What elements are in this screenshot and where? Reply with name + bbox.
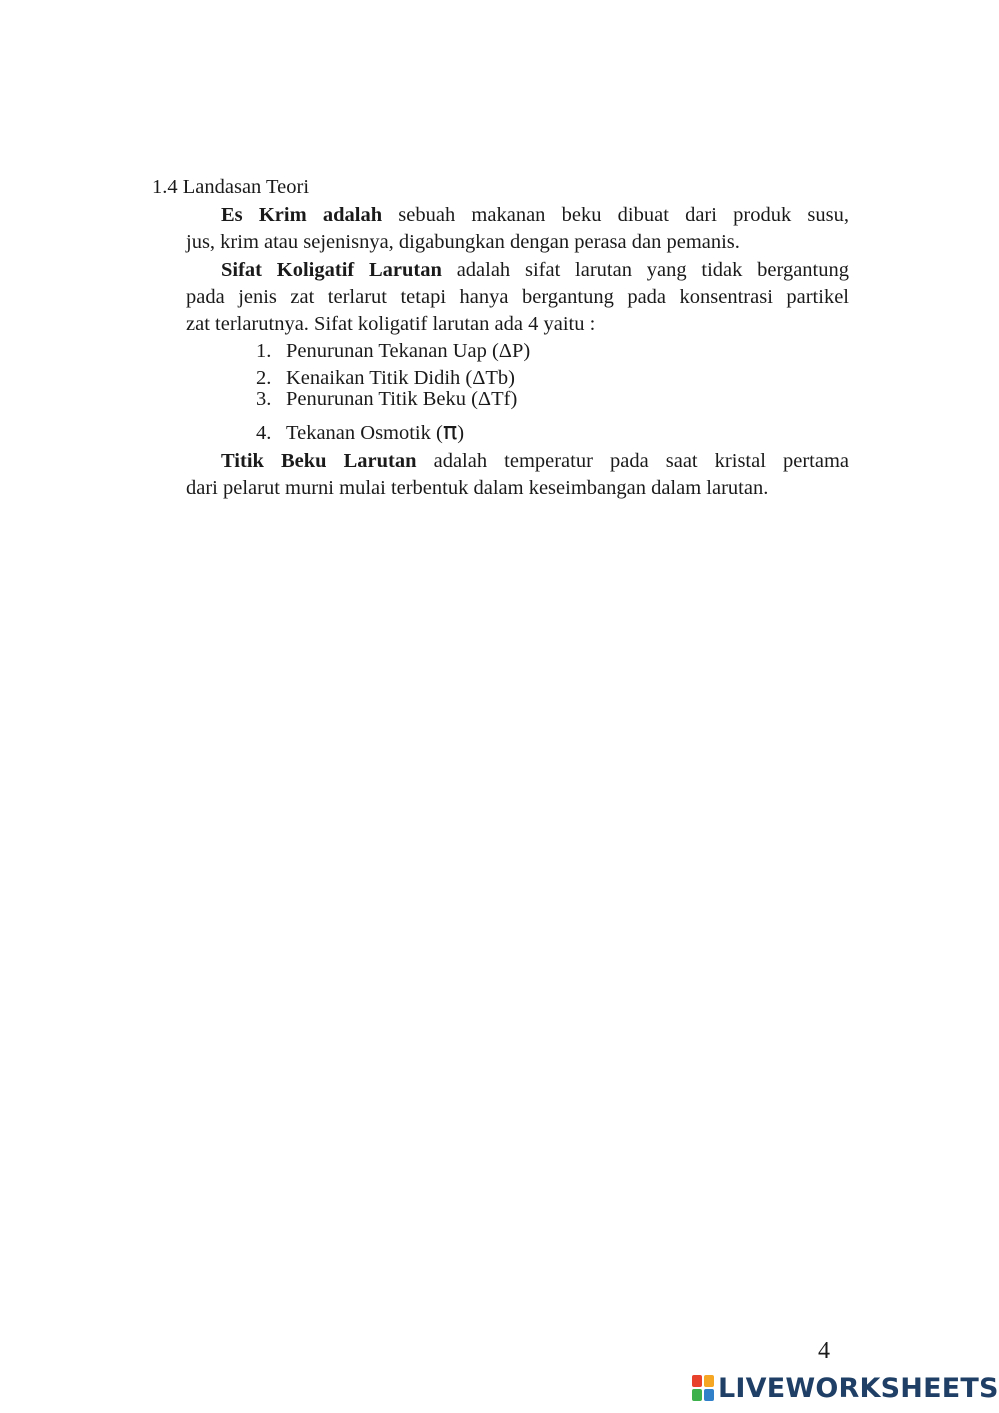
section-heading: 1.4 Landasan Teori	[152, 176, 310, 198]
list-number: 3.	[256, 388, 272, 410]
brand-name: LIVEWORKSHEETS	[718, 1372, 999, 1404]
list-item	[256, 338, 530, 364]
list-text: Kenaikan Titik Didih (ΔTb)	[286, 367, 515, 389]
list-text: Penurunan Titik Beku (ΔTf)	[286, 388, 518, 410]
list-number: 1.	[256, 340, 272, 362]
list-item	[256, 418, 464, 446]
term-es-krim: Es Krim adalah	[221, 204, 383, 226]
list-text-closing: )	[457, 422, 465, 444]
paragraph-es-krim-line-2: jus, krim atau sejenisnya, digabungkan dengan perasa dan pemanis.	[186, 231, 740, 253]
paragraph-titik-beku-line-1	[186, 448, 849, 474]
liveworksheets-logo	[692, 1372, 999, 1404]
page-number: 4	[818, 1338, 830, 1364]
paragraph-es-krim-line-1	[186, 202, 849, 228]
list-text: Tekanan Osmotik (	[286, 422, 443, 444]
term-sifat-koligatif: Sifat Koligatif Larutan	[221, 259, 442, 281]
list-number: 4.	[256, 422, 272, 444]
list-text: Penurunan Tekanan Uap (ΔP)	[286, 340, 531, 362]
paragraph-text: sebuah makanan beku dibuat dari produk susu,	[382, 204, 849, 226]
paragraph-koligatif-line-3: zat terlarutnya. Sifat koligatif larutan ada 4 yaitu :	[186, 313, 596, 335]
paragraph-text: adalah temperatur pada saat kristal pertama	[416, 450, 849, 472]
logo-square-icon	[704, 1389, 714, 1401]
term-titik-beku: Titik Beku Larutan	[221, 450, 417, 472]
logo-square-icon	[692, 1375, 702, 1387]
liveworksheets-icon	[692, 1375, 714, 1401]
paragraph-koligatif-line-1	[186, 257, 849, 283]
pi-symbol: π	[442, 417, 458, 445]
list-item	[256, 386, 517, 412]
paragraph-koligatif-line-2: pada jenis zat terlarut tetapi hanya bergantung pada konsentrasi partikel	[186, 286, 849, 308]
paragraph-text: adalah sifat larutan yang tidak bergantung	[441, 259, 849, 281]
logo-square-icon	[704, 1375, 714, 1387]
logo-square-icon	[692, 1389, 702, 1401]
list-number: 2.	[256, 367, 272, 389]
paragraph-titik-beku-line-2: dari pelarut murni mulai terbentuk dalam keseimbangan dalam larutan.	[186, 477, 769, 499]
